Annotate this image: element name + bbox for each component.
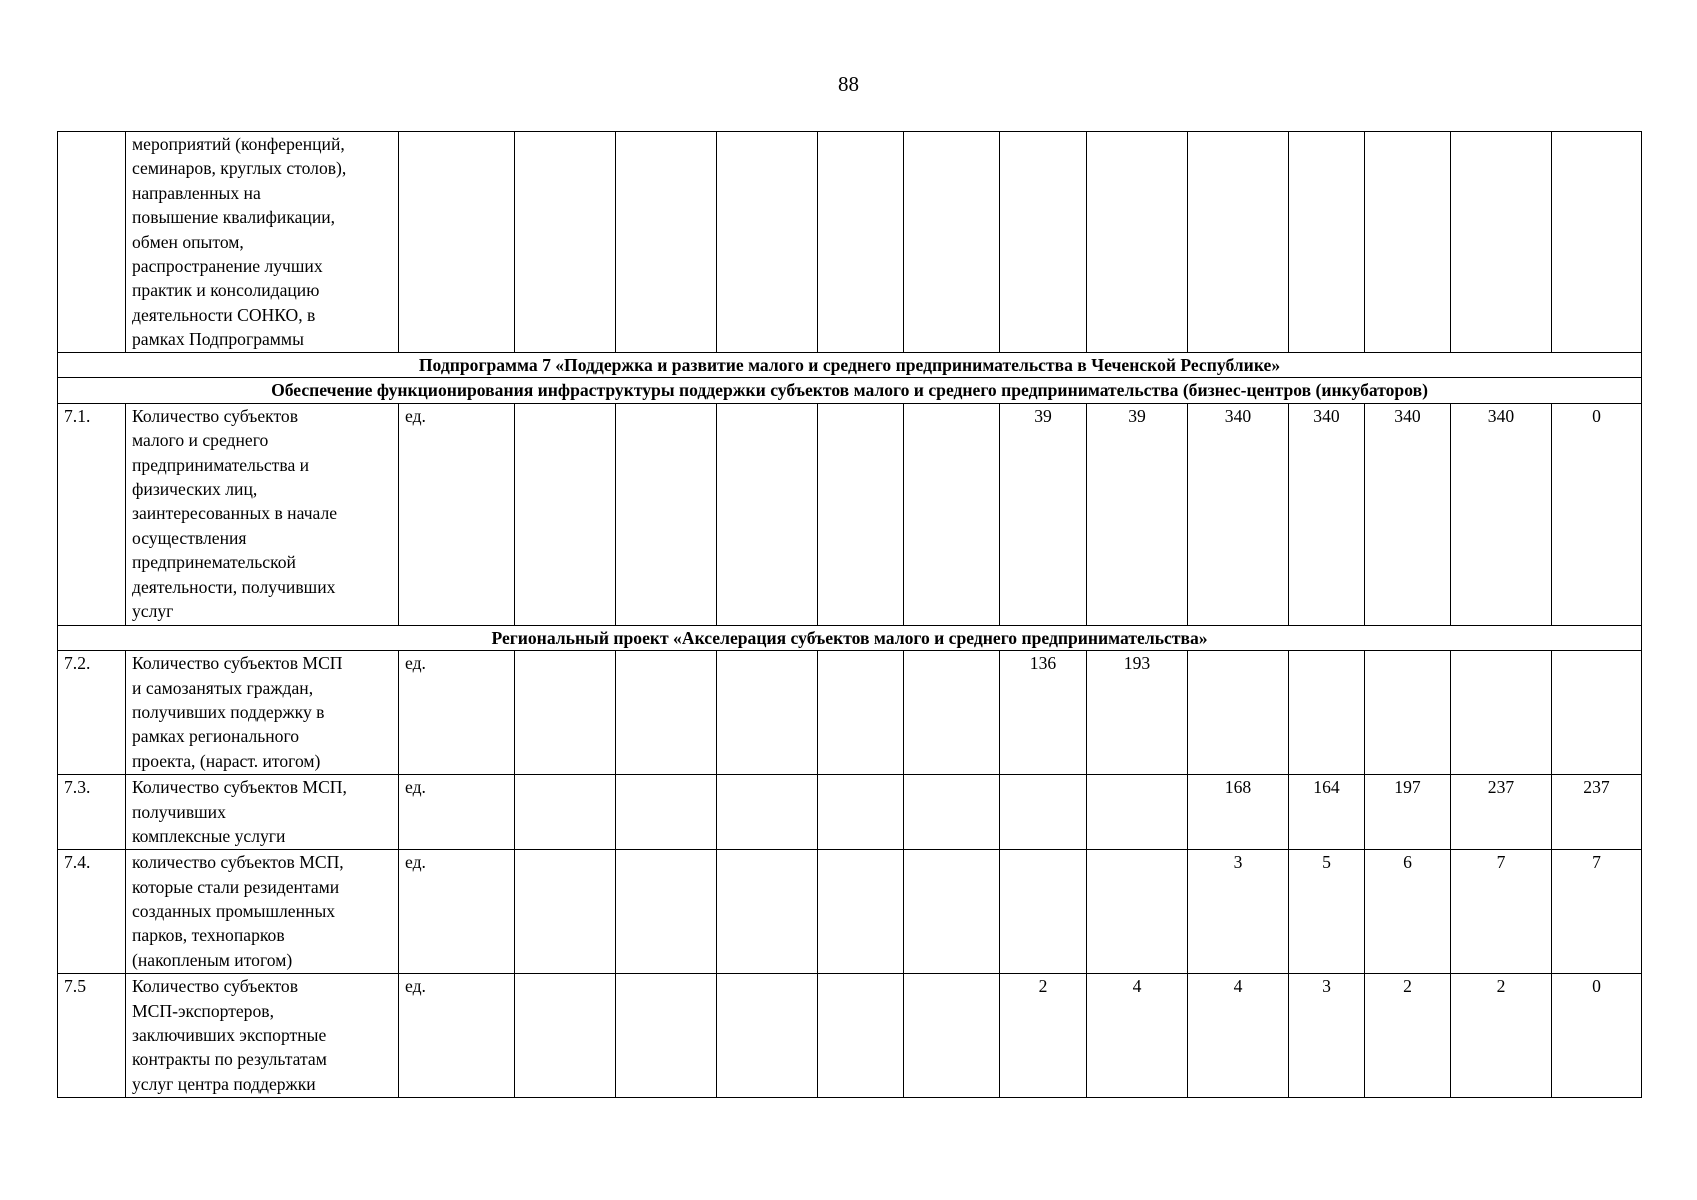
description-line: Количество субъектов [132, 976, 299, 997]
cell-value [717, 403, 818, 625]
description-line: заинтересованных в начале [132, 503, 338, 524]
cell-value [515, 775, 616, 850]
description-line: практик и консолидацию [132, 280, 320, 301]
cell-value: 7 [1451, 850, 1552, 974]
cell-value: 2 [1451, 974, 1552, 1098]
description-line: которые стали резидентами [132, 876, 340, 897]
table-row [58, 775, 1642, 850]
description-line: комплексные услуги [132, 826, 286, 847]
cell-value: 164 [1289, 775, 1365, 850]
description-line: предпринимательства и [132, 454, 310, 475]
description-line: услуг центра поддержки [132, 1073, 316, 1094]
cell-value [904, 651, 1000, 775]
cell-unit: ед. [399, 403, 515, 625]
cell-description [126, 403, 399, 625]
cell-unit: ед. [399, 850, 515, 974]
cell-value [515, 403, 616, 625]
cell-value: 39 [1000, 403, 1087, 625]
description-line: Количество субъектов [132, 405, 299, 426]
description-line: распространение лучших [132, 256, 323, 277]
cell-num: 7.5 [58, 974, 126, 1098]
cell-value: 3 [1188, 850, 1289, 974]
cell-value [1451, 651, 1552, 775]
continued-row [58, 132, 1642, 353]
cell-description [126, 775, 399, 850]
cell-description [126, 974, 399, 1098]
cell-value: 2 [1000, 974, 1087, 1098]
cell-value: 340 [1365, 403, 1451, 625]
description-line: МСП-экспортеров, [132, 1000, 274, 1021]
description-line: деятельности, получивших [132, 576, 336, 597]
cell-value [818, 775, 904, 850]
cell-value: 5 [1289, 850, 1365, 974]
cell-value: 3 [1289, 974, 1365, 1098]
cell-value: 6 [1365, 850, 1451, 974]
cell-value [1552, 651, 1642, 775]
description-line: Количество субъектов МСП, [132, 777, 347, 798]
table-row [58, 974, 1642, 1098]
description-line: парков, технопарков [132, 925, 285, 946]
description-line: получивших поддержку в [132, 702, 325, 723]
cell-value [904, 850, 1000, 974]
table-row [58, 651, 1642, 775]
cell-value [1000, 775, 1087, 850]
cell-value [717, 651, 818, 775]
description-line: обмен опытом, [132, 231, 244, 252]
cell-value [515, 850, 616, 974]
regional-project-header: Региональный проект «Акселерация субъектов малого и среднего предпринимательства» [58, 625, 1642, 650]
description-line: Количество субъектов МСП [132, 653, 343, 674]
description-line: количество субъектов МСП, [132, 852, 344, 873]
cell-value [717, 850, 818, 974]
cell-value: 237 [1451, 775, 1552, 850]
cell-value [1087, 850, 1188, 974]
cell-value [717, 775, 818, 850]
cell-value [818, 403, 904, 625]
description-line: созданных промышленных [132, 901, 336, 922]
cell-value: 340 [1451, 403, 1552, 625]
table-row [58, 850, 1642, 974]
cell-num: 7.2. [58, 651, 126, 775]
cell-value [1188, 651, 1289, 775]
cell-value: 340 [1188, 403, 1289, 625]
cell-value [1000, 850, 1087, 974]
description-line: рамках регионального [132, 726, 300, 747]
indicators-table [57, 131, 1642, 1098]
cell-value: 340 [1289, 403, 1365, 625]
cell-value [616, 775, 717, 850]
description-line: осуществления [132, 527, 247, 548]
cell-value: 237 [1552, 775, 1642, 850]
cell-unit: ед. [399, 775, 515, 850]
description-line: семинаров, круглых столов), [132, 158, 347, 179]
cell-value: 197 [1365, 775, 1451, 850]
cell-value: 4 [1188, 974, 1289, 1098]
cell-value [616, 850, 717, 974]
description-line: малого и среднего [132, 430, 269, 451]
description-line: физических лиц, [132, 479, 258, 500]
cell-value [616, 403, 717, 625]
description-line: услуг [132, 601, 174, 622]
cell-num: 7.1. [58, 403, 126, 625]
cell-num: 7.3. [58, 775, 126, 850]
infrastructure-header: Обеспечение функционирования инфраструктуры поддержки субъектов малого и среднего предпринимательства (бизнес-центров (инкубаторов) [58, 378, 1642, 403]
section-header-row [58, 353, 1642, 378]
cell-value [818, 850, 904, 974]
cell-value: 136 [1000, 651, 1087, 775]
cell-value: 0 [1552, 974, 1642, 1098]
cell-unit: ед. [399, 651, 515, 775]
cell-num: 7.4. [58, 850, 126, 974]
cell-value [904, 403, 1000, 625]
description-line: направленных на [132, 182, 261, 203]
cell-unit: ед. [399, 974, 515, 1098]
description-line: проекта, (нараст. итогом) [132, 750, 321, 771]
description-line: (накопленым итогом) [132, 949, 293, 970]
cell-value [515, 651, 616, 775]
cell-value: 39 [1087, 403, 1188, 625]
cell-value [1087, 775, 1188, 850]
cell-value [904, 775, 1000, 850]
subprogram-7-header: Подпрограмма 7 «Поддержка и развитие малого и среднего предпринимательства в Чеченской Республике» [58, 353, 1642, 378]
cell-value [1289, 651, 1365, 775]
description-line: получивших [132, 801, 226, 822]
cell-value: 0 [1552, 403, 1642, 625]
cell-value [818, 974, 904, 1098]
cell-value: 7 [1552, 850, 1642, 974]
description-line: заключивших экспортные [132, 1025, 327, 1046]
cell-value: 193 [1087, 651, 1188, 775]
section-header-row [58, 378, 1642, 403]
cell-value [717, 974, 818, 1098]
cell-value [904, 974, 1000, 1098]
description-line: мероприятий (конференций, [132, 134, 345, 154]
page-number: 88 [838, 72, 859, 96]
cell-value: 4 [1087, 974, 1188, 1098]
section-header-row [58, 625, 1642, 650]
cell-description [126, 850, 399, 974]
cell-value: 168 [1188, 775, 1289, 850]
cell-value [616, 651, 717, 775]
description-line: предпринемательской [132, 552, 296, 573]
description-line: деятельности СОНКО, в [132, 304, 316, 325]
cell-value [616, 974, 717, 1098]
cell-value [515, 974, 616, 1098]
cell-value [1365, 651, 1451, 775]
description-line: повышение квалификации, [132, 207, 336, 228]
description-line: контракты по результатам [132, 1049, 327, 1070]
cell-num [58, 132, 126, 353]
description-line: рамках Подпрограммы [132, 329, 304, 350]
table-row [58, 403, 1642, 625]
description-line: и самозанятых граждан, [132, 677, 314, 698]
cell-value [818, 651, 904, 775]
cell-description [126, 651, 399, 775]
cell-description [126, 132, 399, 353]
cell-value: 2 [1365, 974, 1451, 1098]
